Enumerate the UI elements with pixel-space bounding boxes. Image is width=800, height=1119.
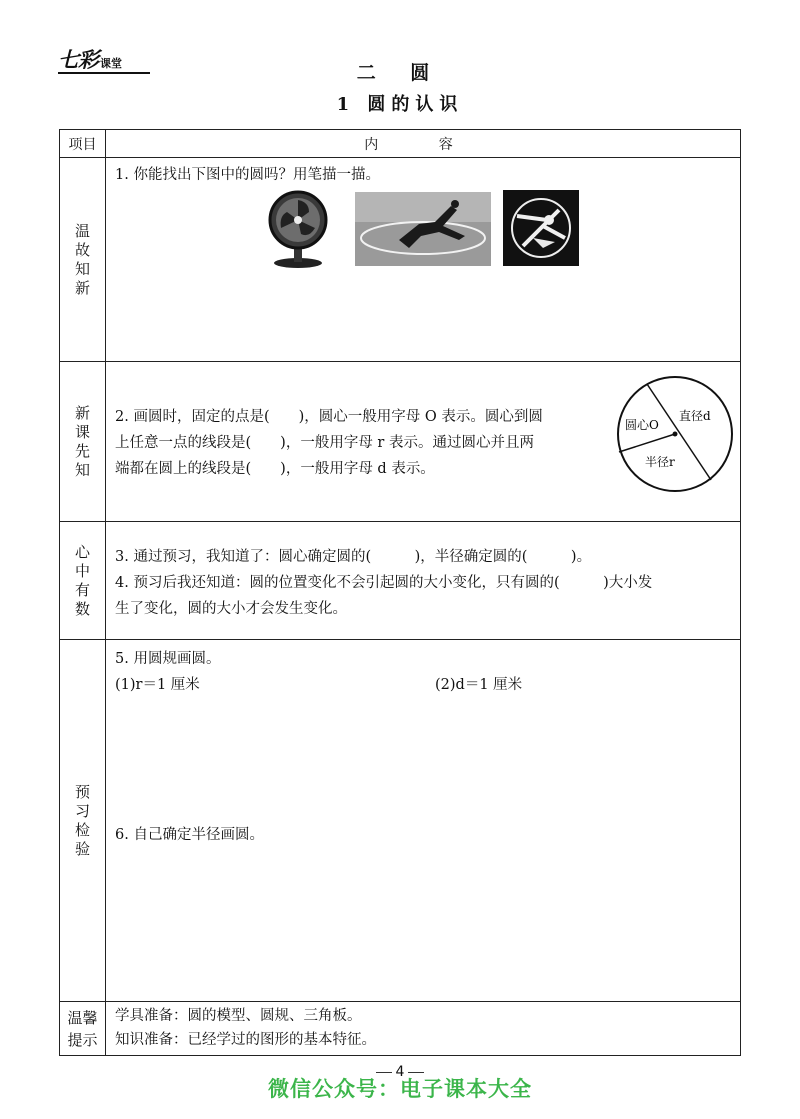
question-6: 6. 自己确定半径画圆。: [115, 827, 264, 843]
diagram-center-label: 圆心O: [625, 418, 659, 432]
row-label-cell: [60, 640, 106, 1002]
question-2-line-3: 端都在圆上的线段是( )，一般用字母 d 表示。: [115, 461, 435, 477]
section-title: 1 圆的认识: [336, 94, 464, 115]
ring-image: [503, 190, 579, 266]
row-content-cell: [105, 362, 740, 522]
circle-diagram: [615, 374, 735, 494]
tip-knowledge: 知识准备：已经学过的图形的基本特征。: [115, 1032, 376, 1048]
row-tips: [60, 1001, 740, 1056]
row-label: 温馨提示: [67, 1009, 98, 1049]
header-row: [60, 130, 740, 157]
athlete-image: [355, 192, 491, 266]
question-1: 1. 你能找出下图中的圆吗？用笔描一描。: [115, 167, 380, 183]
question-5-part-1: (1)r＝1 厘米: [115, 677, 200, 693]
question-4-line-2: 生了变化，圆的大小才会发生变化。: [115, 601, 347, 617]
lesson-table: [59, 129, 741, 1056]
row-label: 温故知新: [74, 222, 90, 297]
row-preview: [60, 361, 740, 522]
question-4-line-1: 4. 预习后我还知道：圆的位置变化不会引起圆的大小变化，只有圆的( )大小发: [115, 575, 653, 591]
row-content-cell: [105, 522, 740, 640]
row-check: [60, 639, 740, 1002]
row-label: 新课先知: [74, 404, 90, 479]
tip-tools: 学具准备：圆的模型、圆规、三角板。: [115, 1008, 362, 1024]
question-2-line-2: 上任意一点的线段是( )，一般用字母 r 表示。通过圆心并且两: [115, 435, 534, 451]
row-label-cell: [60, 158, 106, 362]
row-label-cell: [60, 522, 106, 640]
row-label-cell: [60, 362, 106, 522]
question-5: 5. 用圆规画圆。: [115, 651, 221, 667]
logo-brand: 七彩: [58, 48, 98, 72]
header-item: 项目: [68, 136, 97, 153]
row-label: 预习检验: [74, 783, 90, 858]
row-content-cell: [105, 1002, 740, 1056]
header-content-cell: [105, 130, 740, 157]
question-2-line-1: 2. 画圆时，固定的点是( )，圆心一般用字母 O 表示。圆心到圆: [115, 409, 543, 425]
diagram-diameter-label: 直径d: [679, 409, 711, 423]
logo-sub: 课堂: [100, 57, 122, 70]
row-content-cell: [105, 158, 740, 362]
chapter-title: 二 圆: [356, 62, 444, 84]
header-content: 内 容: [364, 136, 481, 153]
fan-image: [265, 190, 331, 268]
page-number-text: 4: [395, 1064, 405, 1080]
watermark-text: 微信公众号：电子课本大全: [268, 1077, 532, 1101]
row-content-cell: [105, 640, 740, 1002]
row-review: [60, 157, 740, 362]
row-label: 心中有数: [74, 543, 90, 618]
row-label-cell: [60, 1002, 106, 1056]
header-item-cell: [60, 130, 106, 157]
diagram-radius-label: 半径r: [645, 455, 675, 469]
question-3: 3. 通过预习，我知道了：圆心确定圆的( )，半径确定圆的( )。: [115, 549, 592, 565]
question-5-part-2: (2)d＝1 厘米: [435, 677, 523, 693]
row-understanding: [60, 521, 740, 640]
